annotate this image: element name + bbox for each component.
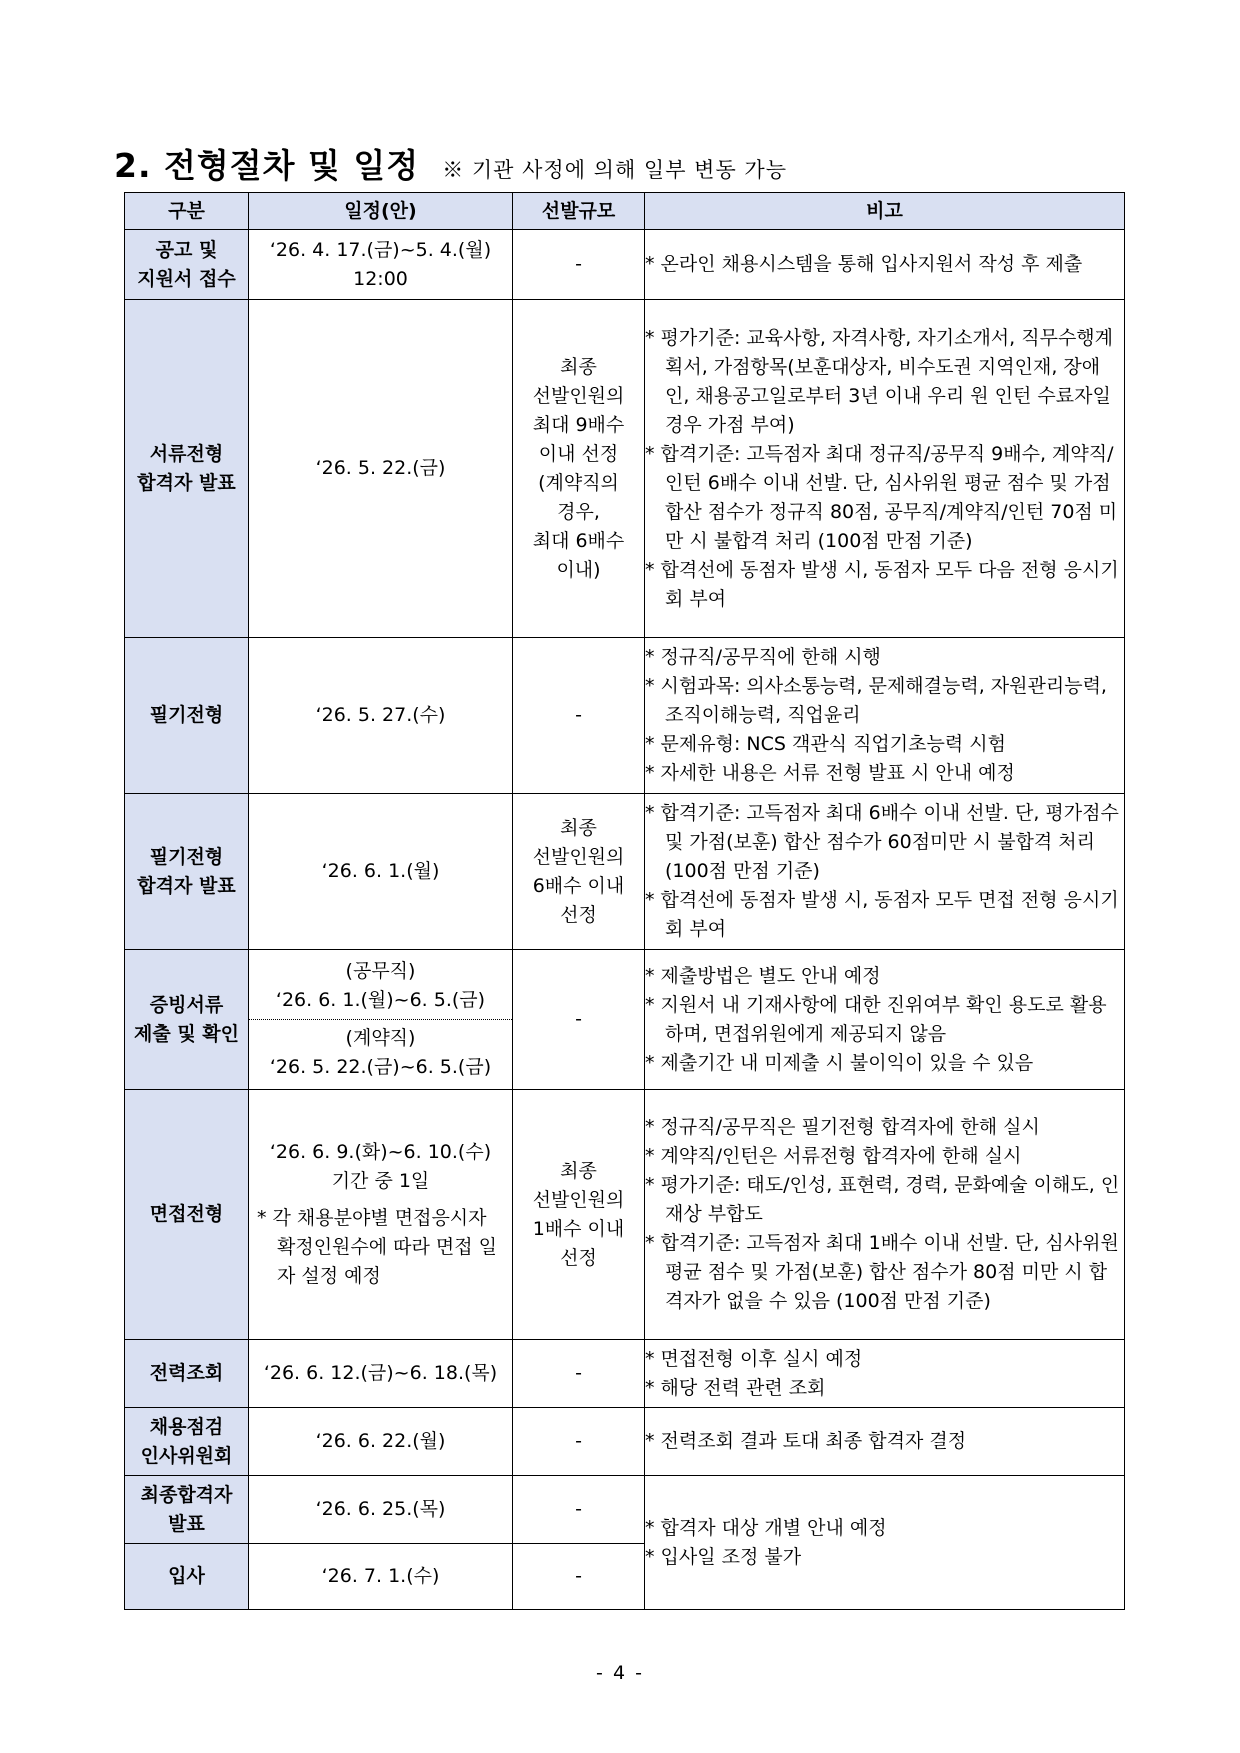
row-notes (645, 950, 1125, 1090)
date-part-gyeyak (249, 1020, 512, 1086)
note-item: * 제출방법은 별도 안내 예정 (645, 964, 881, 987)
row-date-split (249, 950, 513, 1090)
row-category: 필기전형 (125, 638, 249, 794)
row-scale: - (513, 1408, 645, 1476)
row-category: 면접전형 (125, 1090, 249, 1340)
note-item: * 시험과목: 의사소통능력, 문제해결능력, 자원관리능력, 조직이해능력, 직업윤리 (645, 675, 1107, 726)
row-category: 증빙서류 제출 및 확인 (125, 950, 249, 1090)
note-item: * 제출기간 내 미제출 시 불이익이 있을 수 있음 (645, 1051, 1034, 1074)
table-header-row (125, 193, 1125, 230)
header-notes: 비고 (645, 193, 1125, 230)
row-scale: - (513, 1340, 645, 1408)
row-category: 공고 및 지원서 접수 (125, 230, 249, 300)
row-scale: 최종 선발인원의 1배수 이내 선정 (513, 1090, 645, 1340)
note-item: * 합격기준: 고득점자 최대 정규직/공무직 9배수, 계약직/인턴 6배수 이내 선발. 단, 심사위원 평균 점수 및 가점 합산 점수가 정규직 80점, 공무직/계약직/인턴 70점 미만 시 불합격 처리 (100점 만점 기준) (645, 442, 1118, 552)
note-item: * 정규직/공무직은 필기전형 합격자에 한해 실시 (645, 1116, 1040, 1138)
note-item: * 합격기준: 고득점자 최대 1배수 이내 선발. 단, 심사위원 평균 점수 및 가점(보훈) 합산 점수가 80점 미만 시 합격자가 없을 수 있음 (100점 만점 기준) (645, 1232, 1119, 1312)
row-scale: 최종 선발인원의 6배수 이내 선정 (513, 794, 645, 950)
row-date-cell (249, 1090, 513, 1340)
row-date: ‘26. 7. 1.(수) (249, 1544, 513, 1610)
note-item: * 계약직/인턴은 서류전형 합격자에 한해 실시 (645, 1145, 1022, 1167)
note-item: * 온라인 채용시스템을 통해 입사지원서 작성 후 제출 (645, 253, 1083, 275)
row-date: ‘26. 6. 12.(금)~6. 18.(목) (249, 1340, 513, 1408)
header-category: 구분 (125, 193, 249, 230)
table-row (125, 230, 1125, 300)
row-scale: - (513, 1476, 645, 1544)
row-notes (645, 230, 1125, 300)
row-category: 최종합격자 발표 (125, 1476, 249, 1544)
row-notes (645, 794, 1125, 950)
row-date: ‘26. 5. 22.(금) (249, 300, 513, 638)
row-notes (645, 1476, 1125, 1610)
table-row (125, 638, 1125, 794)
date-note: * 각 채용분야별 면접응시자 확정인원수에 따라 면접 일자 설정 예정 (257, 1207, 498, 1287)
row-notes (645, 300, 1125, 638)
row-date: ‘26. 6. 1.(월) (249, 794, 513, 950)
table-row (125, 300, 1125, 638)
header-scale: 선발규모 (513, 193, 645, 230)
note-item: * 정규직/공무직에 한해 시행 (645, 646, 881, 668)
note-item: * 합격자 대상 개별 안내 예정 (645, 1516, 887, 1539)
note-item: * 합격기준: 고득점자 최대 6배수 이내 선발. 단, 평가점수 및 가점(보훈) 합산 점수가 60점미만 시 불합격 처리(100점 만점 기준) (645, 802, 1119, 882)
date-part-range: ‘26. 5. 22.(금)~6. 5.(금) (269, 1056, 492, 1078)
table-row (125, 1090, 1125, 1340)
table-row (125, 1476, 1125, 1544)
note-item: * 합격선에 동점자 발생 시, 동점자 모두 면접 전형 응시기회 부여 (645, 889, 1119, 940)
note-item: * 자세한 내용은 서류 전형 발표 시 안내 예정 (645, 762, 1015, 784)
row-notes (645, 638, 1125, 794)
row-category: 채용점검 인사위원회 (125, 1408, 249, 1476)
row-scale: - (513, 638, 645, 794)
page-number: - 4 - (596, 1662, 644, 1684)
row-category: 입사 (125, 1544, 249, 1610)
header-date: 일정(안) (249, 193, 513, 230)
note-item: * 해당 전력 관련 조회 (645, 1376, 826, 1399)
row-notes (645, 1090, 1125, 1340)
row-scale: - (513, 230, 645, 300)
schedule-table (124, 192, 1125, 1610)
date-part-gongmu (249, 953, 512, 1020)
table-row (125, 794, 1125, 950)
row-scale: - (513, 950, 645, 1090)
row-scale: 최종 선발인원의 최대 9배수 이내 선정 (계약직의 경우, 최대 6배수 이내) (513, 300, 645, 638)
table-row (125, 1340, 1125, 1408)
row-category: 서류전형 합격자 발표 (125, 300, 249, 638)
section-heading (114, 140, 1124, 192)
note-item: * 합격선에 동점자 발생 시, 동점자 모두 다음 전형 응시기회 부여 (645, 558, 1119, 610)
note-item: * 평가기준: 교육사항, 자격사항, 자기소개서, 직무수행계획서, 가점항목(보훈대상자, 비수도권 지역인재, 장애인, 채용공고일로부터 3년 이내 우리 원 인턴 수료자일 경우 가점 부여) (645, 326, 1114, 436)
note-item: * 전력조회 결과 토대 최종 합격자 결정 (645, 1430, 967, 1452)
note-item: * 문제유형: NCS 객관식 직업기초능력 시험 (645, 733, 1006, 755)
note-item: * 지원서 내 기재사항에 대한 진위여부 확인 용도로 활용하며, 면접위원에게 제공되지 않음 (645, 993, 1107, 1045)
note-item: * 평가기준: 태도/인성, 표현력, 경력, 문화예술 이해도, 인재상 부합도 (645, 1174, 1120, 1225)
row-scale: - (513, 1544, 645, 1610)
row-date: ‘26. 4. 17.(금)~5. 4.(월) 12:00 (249, 230, 513, 300)
date-note-wrap (249, 1204, 512, 1291)
section-title: 2. 전형절차 및 일정 (114, 146, 420, 185)
note-item: * 면접전형 이후 실시 예정 (645, 1347, 863, 1370)
row-notes (645, 1340, 1125, 1408)
note-item: * 입사일 조정 불가 (645, 1545, 802, 1568)
row-date: ‘26. 6. 9.(화)~6. 10.(수) 기간 중 1일 (269, 1141, 492, 1192)
row-date: ‘26. 6. 25.(목) (249, 1476, 513, 1544)
row-date: ‘26. 5. 27.(수) (249, 638, 513, 794)
table-row (125, 1408, 1125, 1476)
date-part-range: ‘26. 6. 1.(월)~6. 5.(금) (275, 989, 486, 1011)
row-category: 필기전형 합격자 발표 (125, 794, 249, 950)
row-category: 전력조회 (125, 1340, 249, 1408)
section-note: ※ 기관 사정에 의해 일부 변동 가능 (442, 158, 787, 182)
table-row (125, 950, 1125, 1090)
date-part-label: (공무직) (345, 960, 416, 982)
row-notes (645, 1408, 1125, 1476)
row-date: ‘26. 6. 22.(월) (249, 1408, 513, 1476)
date-part-label: (계약직) (345, 1027, 416, 1049)
